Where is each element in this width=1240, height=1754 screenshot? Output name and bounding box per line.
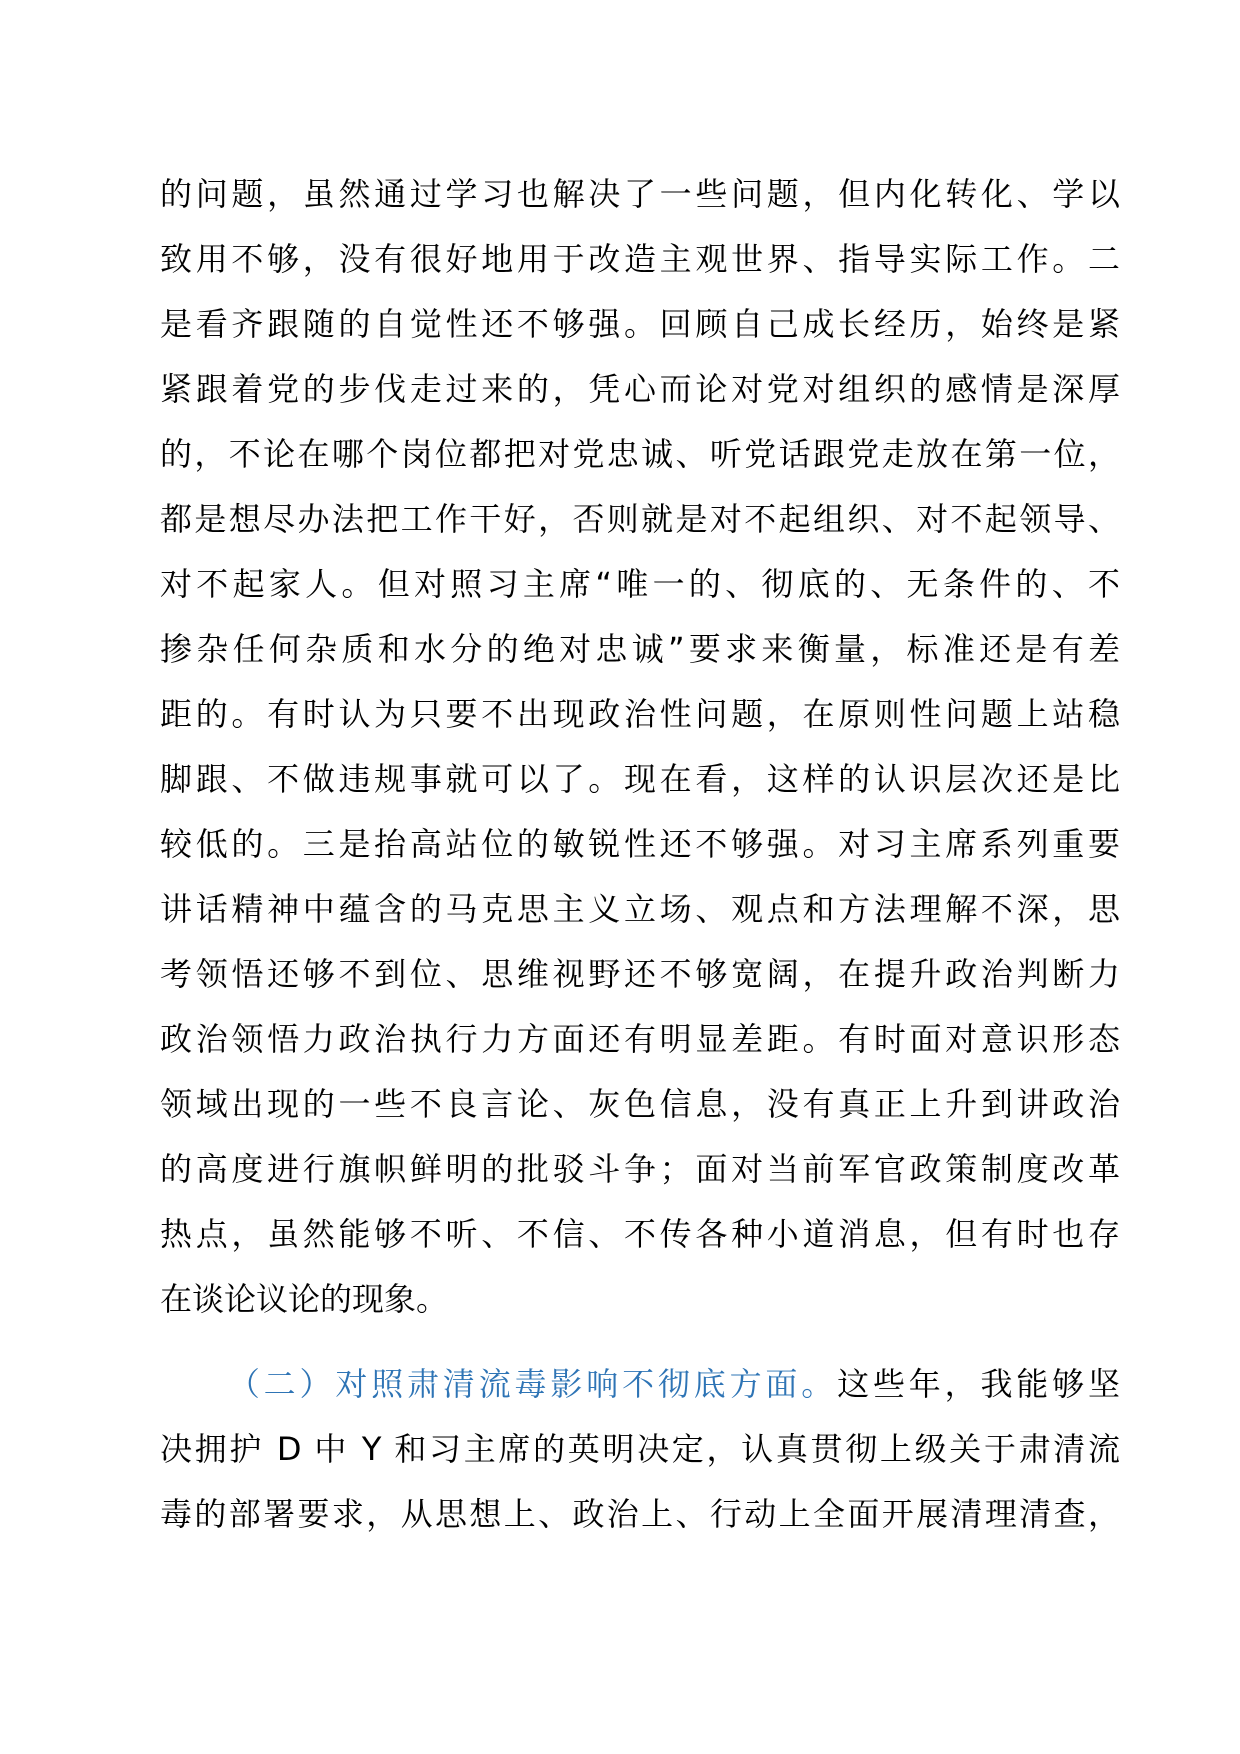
- text-line: 在谈论议论的现象。: [160, 1280, 449, 1318]
- text-line: 热点，虽然能够不听、不信、不传各种小道消息，但有时也存: [160, 1215, 1120, 1253]
- text-line: 讲话精神中蕴含的马克思主义立场、观点和方法理解不深，思: [160, 890, 1120, 928]
- heading-line-text: 这些年，我能够坚: [837, 1365, 1120, 1403]
- text-line: 距的。有时认为只要不出现政治性问题，在原则性问题上站稳: [160, 695, 1120, 733]
- text-line: 对不起家人。但对照习主席“唯一的、彻底的、无条件的、不: [160, 565, 1120, 603]
- text-line: 是看齐跟随的自觉性还不够强。回顾自己成长经历，始终是紧: [160, 305, 1120, 343]
- paragraph-1: [160, 162, 1120, 1332]
- paragraph-gap: [160, 1332, 1120, 1352]
- paragraph-2: [160, 1352, 1120, 1547]
- body-text: [160, 162, 1120, 1547]
- text-line: 毒的部署要求，从思想上、政治上、行动上全面开展清理清查，: [160, 1495, 1120, 1533]
- section-heading: （二）对照肃清流毒影响不彻底方面。: [224, 1365, 838, 1403]
- text-line: 紧跟着党的步伐走过来的，凭心而论对党对组织的感情是深厚: [160, 370, 1120, 408]
- text-line: 都是想尽办法把工作干好，否则就是对不起组织、对不起领导、: [160, 500, 1120, 538]
- text-line: 掺杂任何杂质和水分的绝对忠诚”要求来衡量，标准还是有差: [160, 630, 1120, 668]
- text-line: 的高度进行旗帜鲜明的批驳斗争；面对当前军官政策制度改革: [160, 1150, 1120, 1188]
- text-line: 的问题，虽然通过学习也解决了一些问题，但内化转化、学以: [160, 175, 1120, 213]
- text-line: 的，不论在哪个岗位都把对党忠诚、听党话跟党走放在第一位，: [160, 435, 1120, 473]
- text-line: 考领悟还够不到位、思维视野还不够宽阔，在提升政治判断力: [160, 955, 1120, 993]
- text-line: 决拥护 D 中 Y 和习主席的英明决定，认真贯彻上级关于肃清流: [160, 1430, 1120, 1468]
- text-line: 领域出现的一些不良言论、灰色信息，没有真正上升到讲政治: [160, 1085, 1120, 1123]
- text-line: 脚跟、不做违规事就可以了。现在看，这样的认识层次还是比: [160, 760, 1120, 798]
- text-line: 政治领悟力政治执行力方面还有明显差距。有时面对意识形态: [160, 1020, 1120, 1058]
- text-line: [160, 1352, 1120, 1417]
- text-line: 较低的。三是抬高站位的敏锐性还不够强。对习主席系列重要: [160, 825, 1120, 863]
- text-line: 致用不够，没有很好地用于改造主观世界、指导实际工作。二: [160, 240, 1120, 278]
